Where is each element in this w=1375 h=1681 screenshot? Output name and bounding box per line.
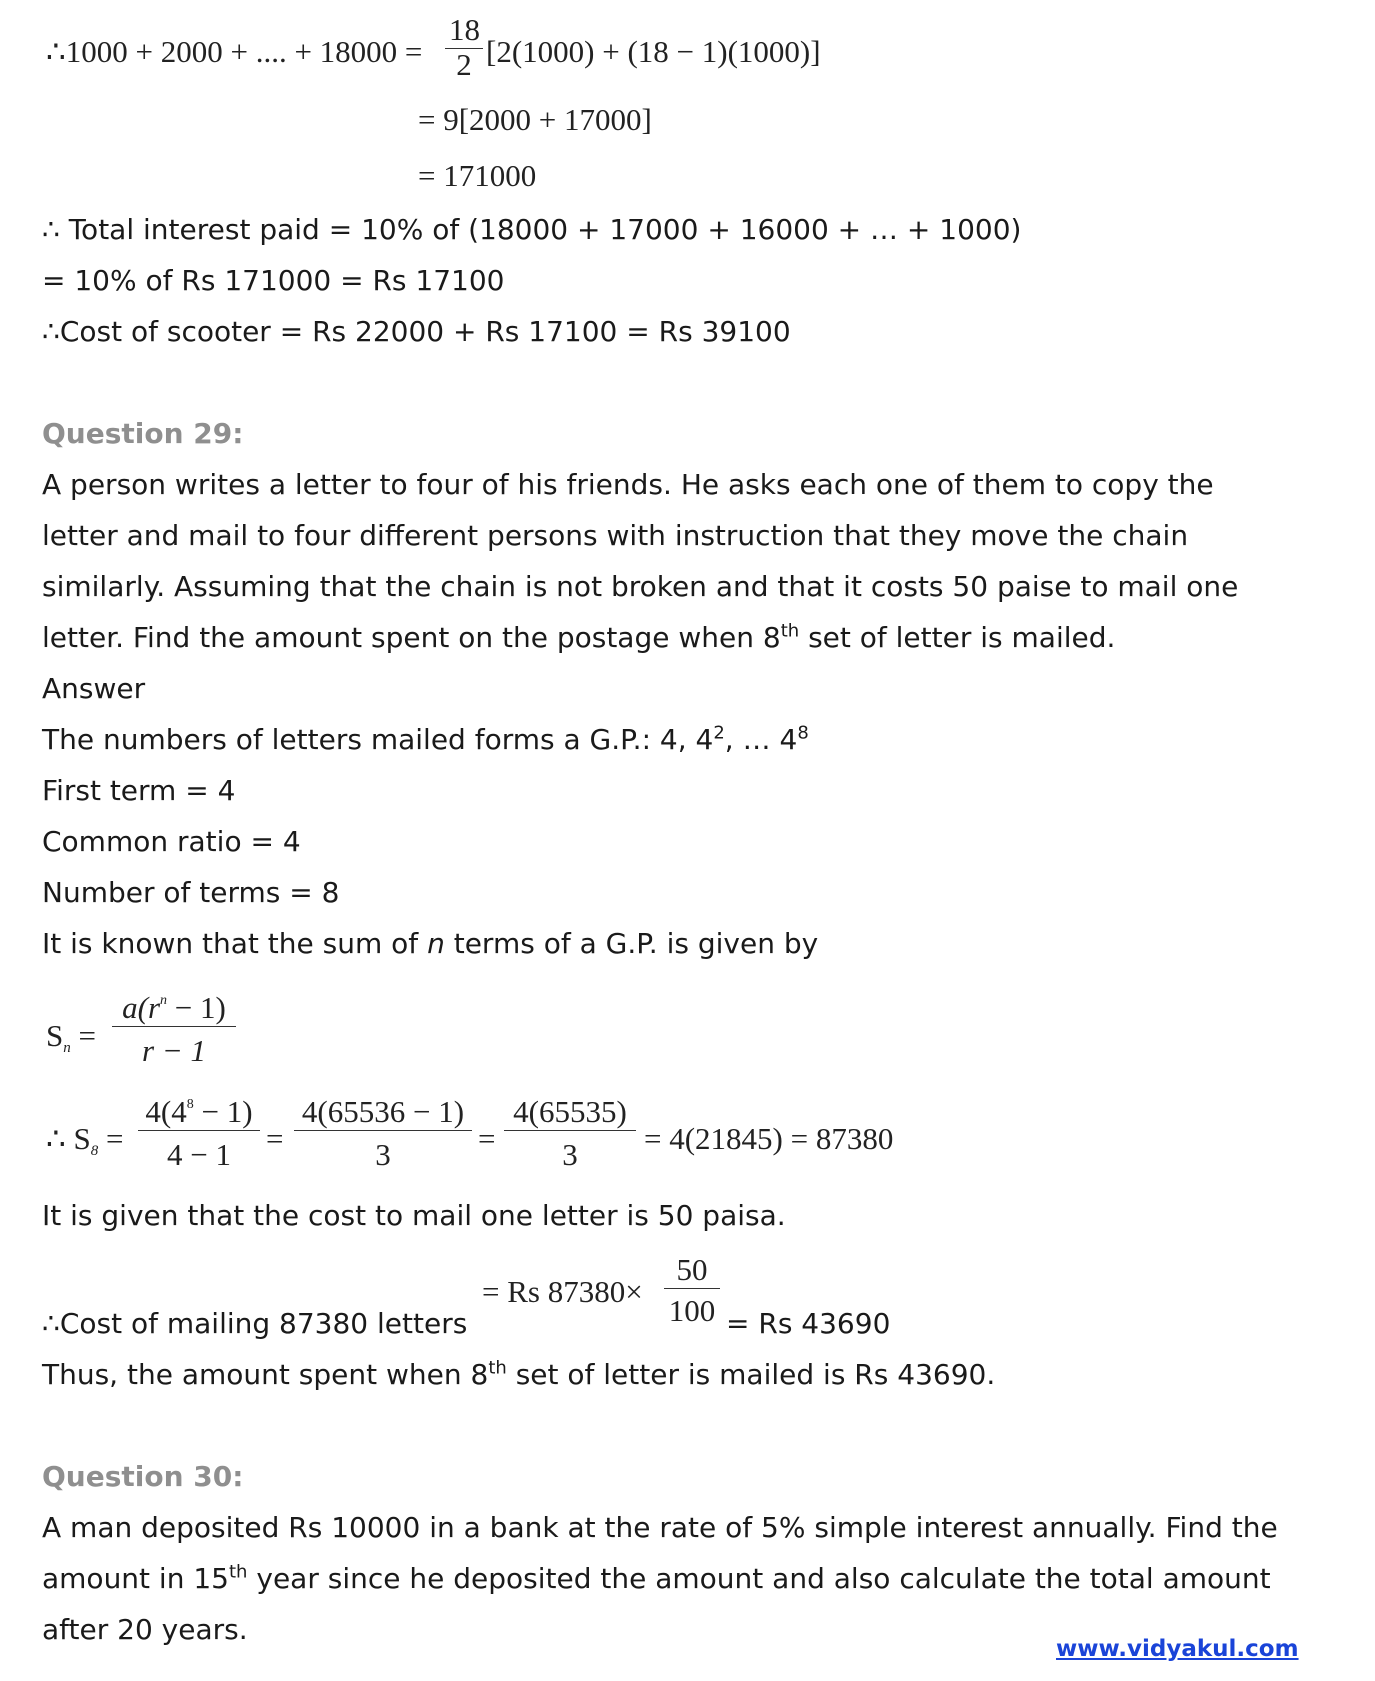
q29-line4-post: set of letter is mailed. xyxy=(799,621,1116,654)
s8-f1-num-end: − 1) xyxy=(193,1094,253,1129)
q30-line2-sup: th xyxy=(229,1561,248,1583)
s8-f1-num-a: 4(4 xyxy=(145,1094,187,1129)
gp-sup-2: 8 xyxy=(797,722,809,744)
s8-fraction-2 xyxy=(294,1094,472,1173)
s8-f1-den: 4 − 1 xyxy=(167,1137,231,1172)
mail-fraction xyxy=(664,1252,720,1329)
formula-num-a: a(r xyxy=(122,990,161,1025)
number-of-terms-line: Number of terms = 8 xyxy=(42,876,340,909)
website-link[interactable]: www.vidyakul.com xyxy=(1056,1636,1299,1662)
mail-label: ∴Cost of mailing 87380 letters xyxy=(42,1307,468,1340)
q29-conclusion xyxy=(42,1358,995,1392)
q29-line4-sup: th xyxy=(780,620,800,642)
q30-text-line-1: A man deposited Rs 10000 in a bank at the rate of 5% simple interest annually. Find the xyxy=(42,1511,1278,1544)
question-29-heading: Question 29: xyxy=(42,417,244,450)
gp-line xyxy=(42,723,809,757)
fraction-bar xyxy=(294,1130,472,1131)
gp-sum-intro-pre: It is known that the sum of xyxy=(42,927,428,960)
formula-s: S xyxy=(46,1018,64,1053)
s8-eq-3: = xyxy=(478,1121,496,1156)
fraction-bar xyxy=(138,1130,260,1131)
q29-text-line-2: letter and mail to four different persons with instruction that they move the chain xyxy=(42,519,1189,552)
sum-step2: = 9[2000 + 17000] xyxy=(418,102,652,137)
sum-lhs: ∴1000 + 2000 + .... + 18000 = xyxy=(46,34,423,69)
s8-eq: = xyxy=(105,1121,124,1156)
formula-den: r − 1 xyxy=(142,1033,206,1068)
s8-f1-sup: 8 xyxy=(186,1097,194,1112)
q30-text-line-3: after 20 years. xyxy=(42,1613,248,1646)
q30-line2-post: year since he deposited the amount and also calculate the total amount xyxy=(247,1562,1271,1595)
question-30-heading: Question 30: xyxy=(42,1460,244,1493)
q29-text-line-3: similarly. Assuming that the chain is not broken and that it costs 50 paise to mail one xyxy=(42,570,1239,603)
conclusion-sup: th xyxy=(488,1357,507,1379)
gp-sum-intro-n: n xyxy=(427,927,445,960)
conclusion-pre: Thus, the amount spent when 8 xyxy=(42,1358,489,1391)
sum-fraction xyxy=(445,12,483,83)
s8-fraction-3 xyxy=(504,1094,636,1173)
s8-f1-num xyxy=(138,1094,260,1130)
gp-sup-1: 2 xyxy=(713,722,725,744)
mail-frac-num: 50 xyxy=(676,1252,708,1287)
sum-rhs: [2(1000) + (18 − 1)(1000)] xyxy=(486,34,821,69)
total-interest-line: ∴ Total interest paid = 10% of (18000 + 17000 + 16000 + … + 1000) xyxy=(42,213,1022,246)
gp-line-mid: , … 4 xyxy=(724,723,798,756)
interest-value-line: = 10% of Rs 171000 = Rs 17100 xyxy=(42,264,505,297)
q29-text-line-4 xyxy=(42,621,1115,655)
s8-f2-num: 4(65536 − 1) xyxy=(301,1094,465,1129)
fraction-bar xyxy=(112,1026,236,1027)
s8-sub: 8 xyxy=(90,1143,99,1159)
first-term-line: First term = 4 xyxy=(42,774,236,807)
formula-num-sup: n xyxy=(160,993,168,1008)
s8-f3-den: 3 xyxy=(562,1137,578,1172)
sum-frac-num: 18 xyxy=(449,12,480,47)
s8-f2-den: 3 xyxy=(375,1137,391,1172)
scooter-cost-line: ∴Cost of scooter = Rs 22000 + Rs 17100 = Rs 39100 xyxy=(42,315,791,348)
formula-num-end: − 1) xyxy=(167,990,226,1025)
cost-given-line: It is given that the cost to mail one letter is 50 paisa. xyxy=(42,1199,786,1232)
formula-lhs xyxy=(46,1018,96,1057)
q29-line4-pre: letter. Find the amount spent on the postage when 8 xyxy=(42,621,781,654)
q29-text-line-1: A person writes a letter to four of his friends. He asks each one of them to copy the xyxy=(42,468,1214,501)
gp-sum-intro-line xyxy=(42,927,818,961)
formula-num xyxy=(112,990,236,1026)
s8-result: = 4(21845) = 87380 xyxy=(644,1121,894,1156)
mail-expr: = Rs 87380× xyxy=(482,1274,643,1309)
answer-label: Answer xyxy=(42,672,146,705)
mail-frac-den: 100 xyxy=(668,1293,716,1328)
s8-eq-2: = xyxy=(266,1121,284,1156)
fraction-bar xyxy=(504,1130,636,1131)
s8-f3-num: 4(65535) xyxy=(513,1094,627,1129)
gp-line-pre: The numbers of letters mailed forms a G.P.: 4, 4 xyxy=(42,723,714,756)
formula-eq: = xyxy=(78,1018,96,1053)
fraction-bar xyxy=(664,1288,720,1289)
q30-line2-pre: amount in 15 xyxy=(42,1562,229,1595)
s8-lhs xyxy=(46,1121,123,1160)
mail-result: = Rs 43690 xyxy=(726,1307,891,1340)
formula-fraction xyxy=(112,990,236,1069)
common-ratio-line: Common ratio = 4 xyxy=(42,825,301,858)
gp-sum-intro-post: terms of a G.P. is given by xyxy=(444,927,819,960)
q30-text-line-2 xyxy=(42,1562,1271,1596)
conclusion-post: set of letter is mailed is Rs 43690. xyxy=(506,1358,996,1391)
s8-s: ∴ S xyxy=(46,1121,91,1156)
sum-step3: = 171000 xyxy=(418,158,537,193)
formula-sub-n: n xyxy=(63,1040,71,1056)
sum-frac-den: 2 xyxy=(456,47,472,82)
s8-fraction-1 xyxy=(138,1094,260,1173)
